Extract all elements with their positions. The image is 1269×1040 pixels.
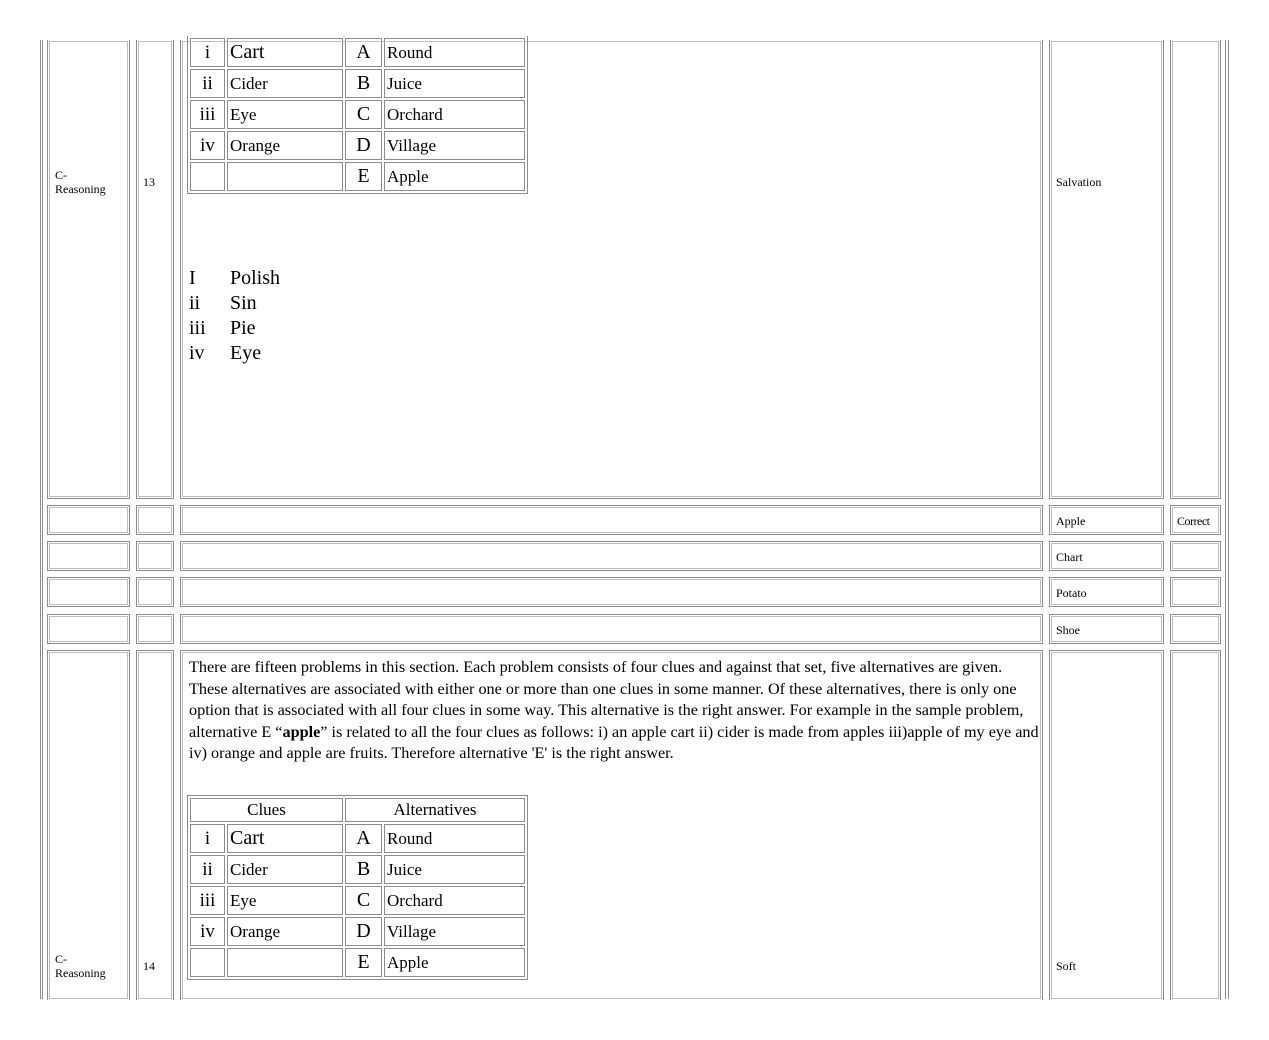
- clue-roman: ii: [190, 69, 225, 98]
- alt-word: Orchard: [384, 100, 525, 129]
- q14-number-cell: [136, 650, 174, 1000]
- list-item: [189, 341, 280, 366]
- intro-bold: apple: [282, 722, 321, 741]
- row-cell: [136, 614, 174, 644]
- row-cell: [136, 577, 174, 607]
- option-word: Eye: [230, 342, 262, 364]
- clue-word: Orange: [227, 131, 343, 160]
- alt-word: Round: [384, 38, 525, 67]
- q14-number: 14: [143, 959, 155, 973]
- table-row: [190, 855, 525, 884]
- alt-letter: B: [345, 855, 382, 884]
- row-cell: [1170, 541, 1221, 571]
- outer-left-edge: [40, 40, 43, 999]
- row-cell: [1170, 614, 1221, 644]
- alt-letter: E: [345, 162, 382, 191]
- alt-word: Orchard: [384, 886, 525, 915]
- option-word: Pie: [230, 317, 256, 339]
- list-item: [189, 291, 280, 316]
- alt-letter: D: [345, 917, 382, 946]
- row-cell: [180, 577, 1043, 607]
- list-item: [189, 266, 280, 291]
- q13-section-label: C-Reasoning: [55, 168, 106, 196]
- q13-mark-cell: [1170, 40, 1221, 499]
- row-cell: [47, 541, 130, 571]
- alt-word: Round: [384, 824, 525, 853]
- clue-roman: iv: [190, 917, 225, 946]
- clue-roman: iii: [190, 886, 225, 915]
- q14-answer-cell: [1049, 650, 1164, 1000]
- alt-letter: C: [345, 886, 382, 915]
- table-row: [190, 131, 525, 160]
- option-roman: ii: [189, 292, 201, 314]
- alternatives-header: Alternatives: [345, 798, 525, 822]
- alt-word: Apple: [384, 162, 525, 191]
- alt-letter: A: [345, 824, 382, 853]
- clue-word: Cider: [227, 69, 343, 98]
- option-word: Polish: [230, 267, 281, 289]
- option-roman: iii: [189, 317, 206, 339]
- row-cell: [47, 505, 130, 535]
- clue-word: [227, 162, 343, 191]
- row-cell: [47, 577, 130, 607]
- q13-number: 13: [143, 175, 155, 189]
- row-cell: [136, 541, 174, 571]
- q13-clue-table: [187, 36, 528, 194]
- row-cell: [136, 505, 174, 535]
- clue-roman: [190, 948, 225, 977]
- alt-letter: A: [345, 38, 382, 67]
- answer-text: Shoe: [1056, 623, 1080, 637]
- clue-roman: ii: [190, 855, 225, 884]
- table-row: [190, 69, 525, 98]
- alt-letter: D: [345, 131, 382, 160]
- table-header-row: [190, 798, 525, 822]
- q13-answer-cell: [1049, 40, 1164, 499]
- intro-text: There are fifteen problems in this section. Each problem consists of four clues and against that set, five alternatives are given. These alternatives are associated with either one or more than one clues in some manner. Of these alternatives, there is only one option that is associated with all four clues in some way. This alternative is the right answer. For example in the sample problem, alternative E “: [189, 658, 1024, 741]
- clue-word: Orange: [227, 917, 343, 946]
- instructions-paragraph: [189, 657, 1039, 765]
- answer-text: Apple: [1056, 514, 1086, 528]
- table-row: [190, 886, 525, 915]
- alt-word: Village: [384, 917, 525, 946]
- option-roman: iv: [189, 342, 205, 364]
- row-cell: [1170, 577, 1221, 607]
- clue-roman: [190, 162, 225, 191]
- alt-word: Village: [384, 131, 525, 160]
- alt-word: Juice: [384, 69, 525, 98]
- clue-word: Cart: [227, 824, 343, 853]
- option-word: Sin: [230, 292, 257, 314]
- answer-text: Chart: [1056, 550, 1083, 564]
- q13-options: [189, 266, 280, 366]
- example-clue-table: [187, 795, 528, 980]
- outer-right-edge: [1225, 40, 1229, 999]
- clue-word: Eye: [227, 886, 343, 915]
- clue-roman: i: [190, 824, 225, 853]
- q13-answer: Salvation: [1056, 175, 1102, 189]
- option-roman: I: [189, 267, 196, 289]
- table-row: [190, 824, 525, 853]
- row-cell: [180, 614, 1043, 644]
- intro-text-end: ” is related to all the four clues as follows: i) an apple cart ii) cider is made from apples iii)apple of my eye and iv) orange and apple are fruits. Therefore alternative 'E' is the right answer.: [189, 722, 1039, 762]
- clue-word: Eye: [227, 100, 343, 129]
- alt-letter: C: [345, 100, 382, 129]
- q14-answer: Soft: [1056, 959, 1077, 973]
- table-row: [190, 917, 525, 946]
- table-row: [190, 162, 525, 191]
- clue-roman: i: [190, 38, 225, 67]
- alt-letter: E: [345, 948, 382, 977]
- table-row: [190, 100, 525, 129]
- clues-header: Clues: [190, 798, 343, 822]
- table-row: [190, 38, 525, 67]
- q14-section-cell: [47, 650, 130, 1000]
- row-cell: [180, 505, 1043, 535]
- list-item: [189, 316, 280, 341]
- q13-number-cell: [136, 40, 174, 499]
- answer-mark: Correct: [1177, 514, 1210, 528]
- q14-section-label: C-Reasoning: [55, 952, 106, 980]
- clue-word: Cart: [227, 38, 343, 67]
- table-row: [190, 948, 525, 977]
- alt-word: Apple: [384, 948, 525, 977]
- row-cell: [180, 541, 1043, 571]
- clue-roman: iii: [190, 100, 225, 129]
- alt-word: Juice: [384, 855, 525, 884]
- clue-word: [227, 948, 343, 977]
- q13-section-cell: [47, 40, 130, 499]
- alt-letter: B: [345, 69, 382, 98]
- row-cell: [47, 614, 130, 644]
- q14-mark-cell: [1170, 650, 1221, 1000]
- answer-text: Potato: [1056, 586, 1087, 600]
- clue-roman: iv: [190, 131, 225, 160]
- clue-word: Cider: [227, 855, 343, 884]
